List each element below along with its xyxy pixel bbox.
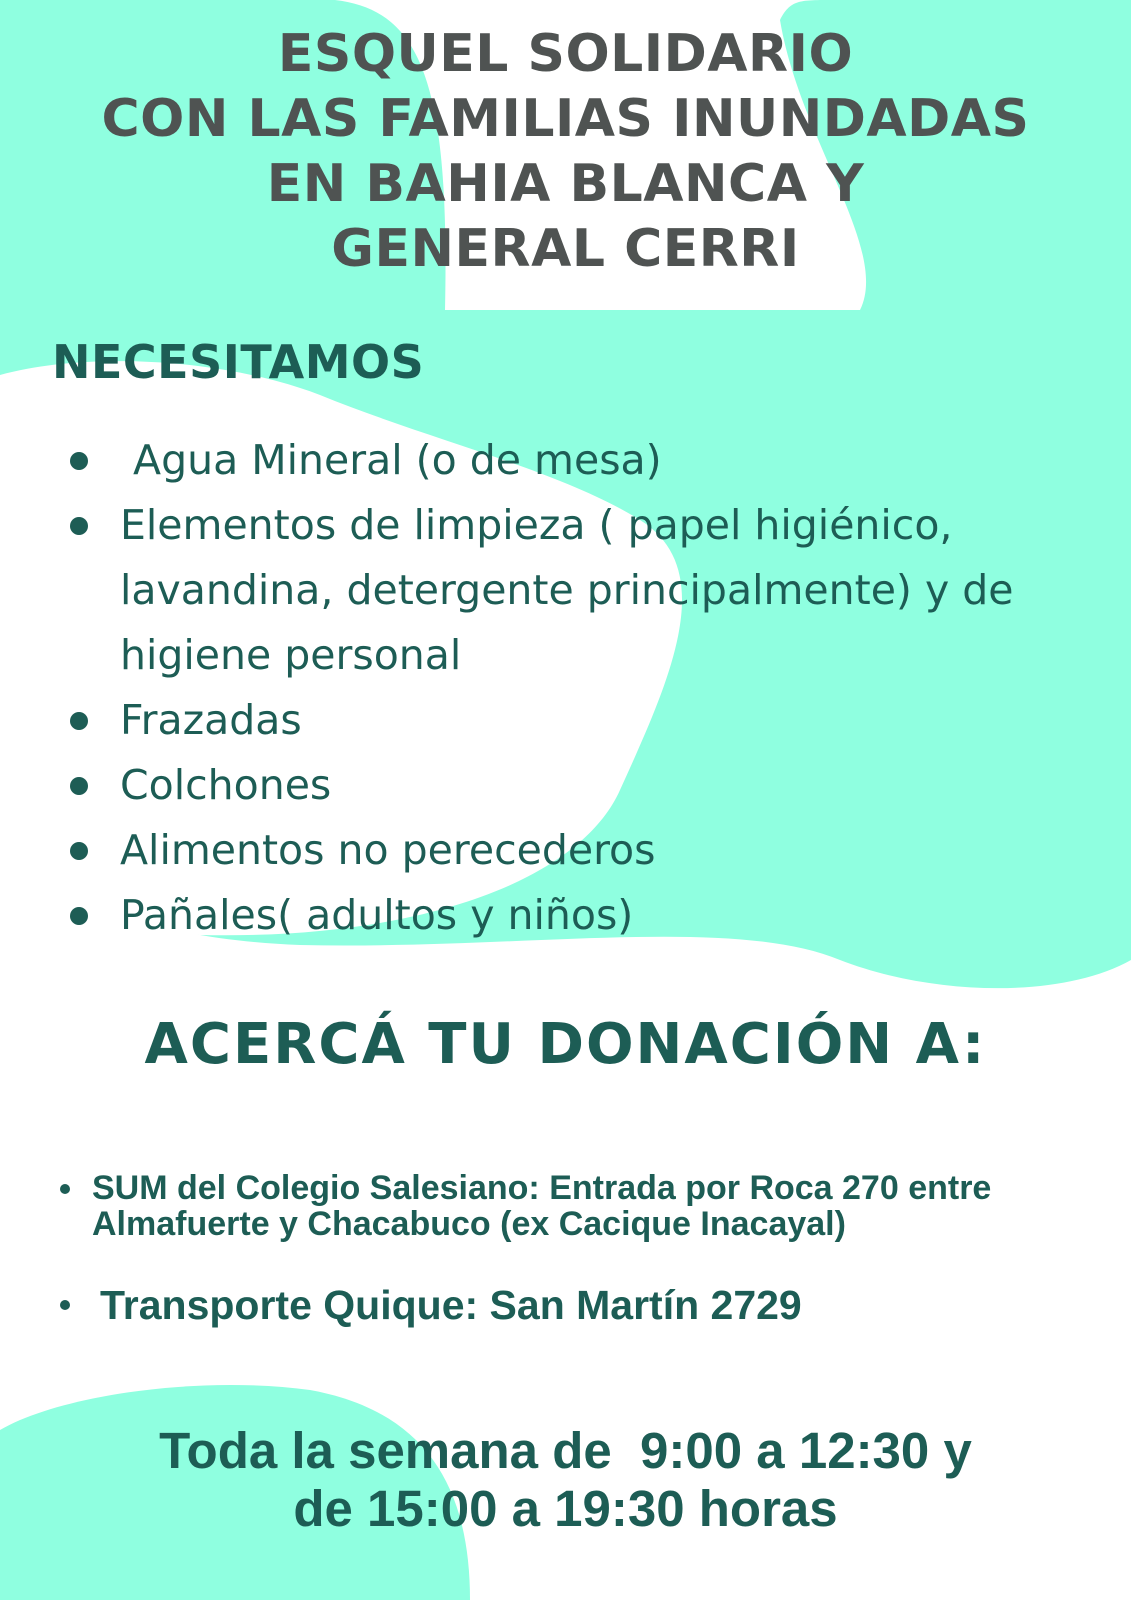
donation-place — [58, 1170, 1118, 1242]
hours-line: Toda la semana de 9:00 a 12:30 y — [159, 1422, 972, 1479]
donation-heading: ACERCÁ TU DONACIÓN A: — [144, 1012, 987, 1077]
needs-item — [68, 493, 1078, 688]
opening-hours — [0, 1422, 1131, 1538]
needs-item — [68, 688, 1078, 753]
needs-list — [68, 428, 1078, 948]
needs-item — [68, 818, 1078, 883]
needs-heading: NECESITAMOS — [52, 335, 425, 389]
poster-title — [0, 22, 1131, 282]
donation-places-list — [58, 1170, 1118, 1328]
donation-place-text: SUM del Colegio Salesiano: Entrada por Roca 270 entre Almafuerte y Chacabuco (ex Cacique Inacayal) — [92, 1169, 992, 1243]
bullet-icon — [70, 517, 88, 535]
needs-item — [68, 753, 1078, 818]
needs-item-text: Alimentos no perecederos — [120, 826, 656, 874]
needs-item-text: Colchones — [120, 761, 332, 809]
title-line: CON LAS FAMILIAS INUNDADAS — [101, 89, 1030, 149]
bullet-icon — [70, 842, 88, 860]
needs-item-text: Frazadas — [120, 696, 302, 744]
needs-item — [68, 883, 1078, 948]
bullet-icon — [70, 712, 88, 730]
needs-item-text: Pañales( adultos y niños) — [120, 891, 634, 939]
needs-item-text: Elementos de limpieza ( papel higiénico, lavandina, detergente principalmente) y de higiene personal — [120, 501, 1014, 679]
bullet-icon — [70, 777, 88, 795]
title-line: ESQUEL SOLIDARIO — [277, 24, 854, 84]
needs-item-text: Agua Mineral (o de mesa) — [120, 436, 662, 484]
donation-place — [58, 1282, 1118, 1328]
bullet-icon — [70, 452, 88, 470]
needs-item — [68, 428, 1078, 493]
hours-line: de 15:00 a 19:30 horas — [293, 1480, 838, 1537]
title-line: EN BAHIA BLANCA Y — [266, 154, 865, 214]
bullet-icon — [60, 1184, 70, 1194]
title-line: GENERAL CERRI — [331, 219, 800, 279]
bullet-icon — [60, 1300, 70, 1310]
bullet-icon — [70, 907, 88, 925]
donation-place-text: Transporte Quique: San Martín 2729 — [100, 1282, 802, 1328]
